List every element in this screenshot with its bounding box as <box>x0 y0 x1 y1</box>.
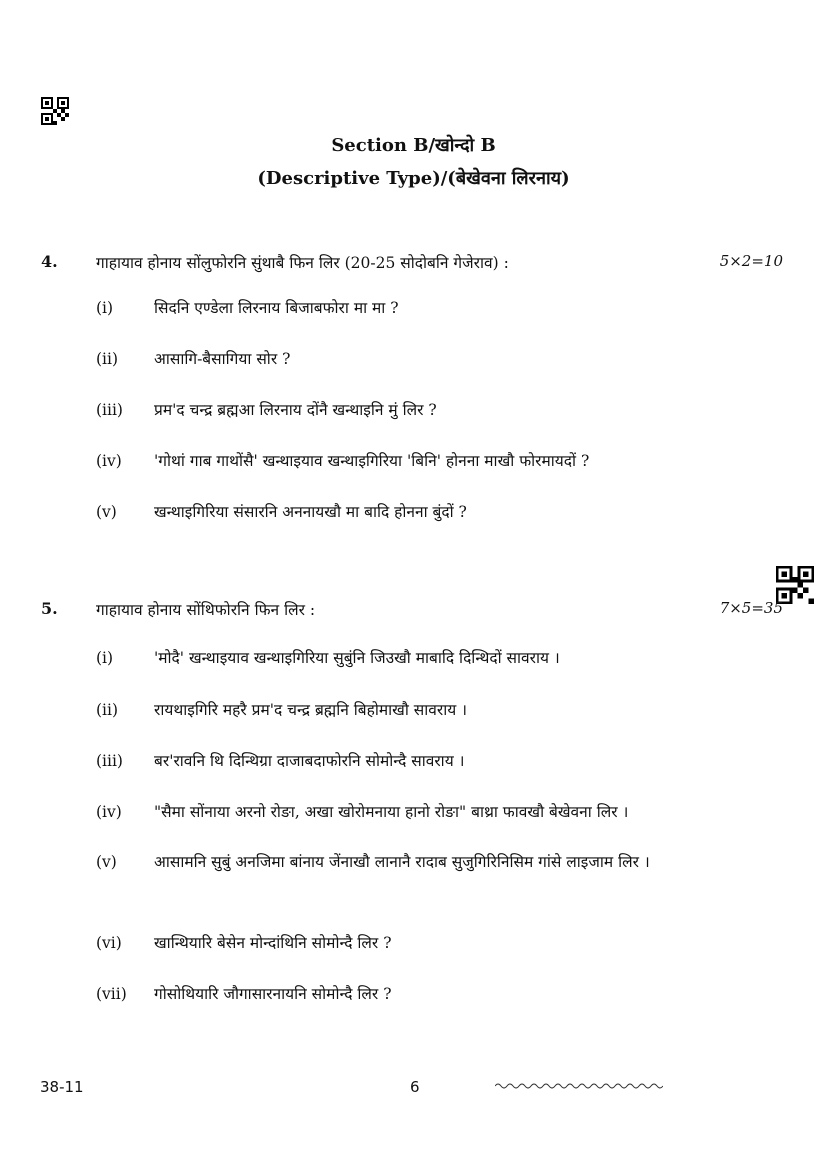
item-text: आसागि-बैसागिया सोर ? <box>154 350 291 368</box>
item-number: (v) <box>96 503 117 521</box>
question-marks: 7×5=35 <box>719 599 783 617</box>
item-number: (i) <box>96 299 114 317</box>
wavy-line-icon <box>495 1078 663 1092</box>
paper-code: 38-11 <box>40 1078 84 1096</box>
item-text: रायथाइगिरि महरै प्रम'द चन्द्र ब्रह्मनि बिहोमाखौ सावराय । <box>154 701 468 719</box>
item-text: बर'रावनि थि दिन्थिग्रा दाजाबदाफोरनि सोमोन्दै सावराय । <box>154 752 465 770</box>
question-number: 4. <box>41 252 58 271</box>
section-subtitle: (Descriptive Type)/(बेखेवना लिरनाय) <box>257 168 570 189</box>
item-number: (iv) <box>96 452 122 470</box>
question-number: 5. <box>41 599 58 618</box>
question-marks: 5×2=10 <box>719 252 783 270</box>
item-text: खन्थाइगिरिया संसारनि अननायखौ मा बादि होनना बुंदों ? <box>154 503 467 521</box>
item-number: (vii) <box>96 985 127 1003</box>
item-text: 'मोदै' खन्थाइयाव खन्थाइगिरिया सुबुंनि जिउखौ माबादि दिन्थिदों सावराय । <box>154 649 560 667</box>
question-prompt: गाहायाव होनाय सोंलुफोरनि सुंथाबै फिन लिर (20-25 सोदोबनि गेजेराव) : <box>96 254 509 272</box>
item-number: (ii) <box>96 701 119 719</box>
item-number: (i) <box>96 649 114 667</box>
item-number: (iii) <box>96 752 123 770</box>
item-number: (ii) <box>96 350 119 368</box>
item-text: प्रम'द चन्द्र ब्रह्मआ लिरनाय दोंनै खन्थाइनि मुं लिर ? <box>154 401 437 419</box>
item-text: 'गोथां गाब गाथोंसै' खन्थाइयाव खन्थाइगिरिया 'बिनि' होनना माखौ फोरमायदों ? <box>154 452 590 470</box>
item-text: "सैमा सोंनाया अरनो रोङा, अखा खोरोमनाया हानो रोङा" बाथ्रा फावखौ बेखेवना लिर । <box>154 803 629 821</box>
item-number: (iii) <box>96 401 123 419</box>
item-text: सिदनि एण्डेला लिरनाय बिजाबफोरा मा मा ? <box>154 299 399 317</box>
item-text: गोसोथियारि जौगासारनायनि सोमोन्दै लिर ? <box>154 985 392 1003</box>
item-text: खान्थियारि बेसेन मोन्दांथिनि सोमोन्दै लिर ? <box>154 934 392 952</box>
item-number: (iv) <box>96 803 122 821</box>
item-number: (vi) <box>96 934 122 952</box>
item-number: (v) <box>96 853 117 871</box>
section-title: Section B/खोन्दो B <box>331 135 496 156</box>
page-number: 6 <box>410 1078 420 1096</box>
item-text: आसामनि सुबुं अनजिमा बांनाय जेंनाखौ लानानै रादाब सुजुगिरिनिसिम गांसे लाइजाम लिर । <box>154 853 650 871</box>
qr-code-icon <box>41 97 69 125</box>
question-prompt: गाहायाव होनाय सोंथिफोरनि फिन लिर : <box>96 601 316 619</box>
